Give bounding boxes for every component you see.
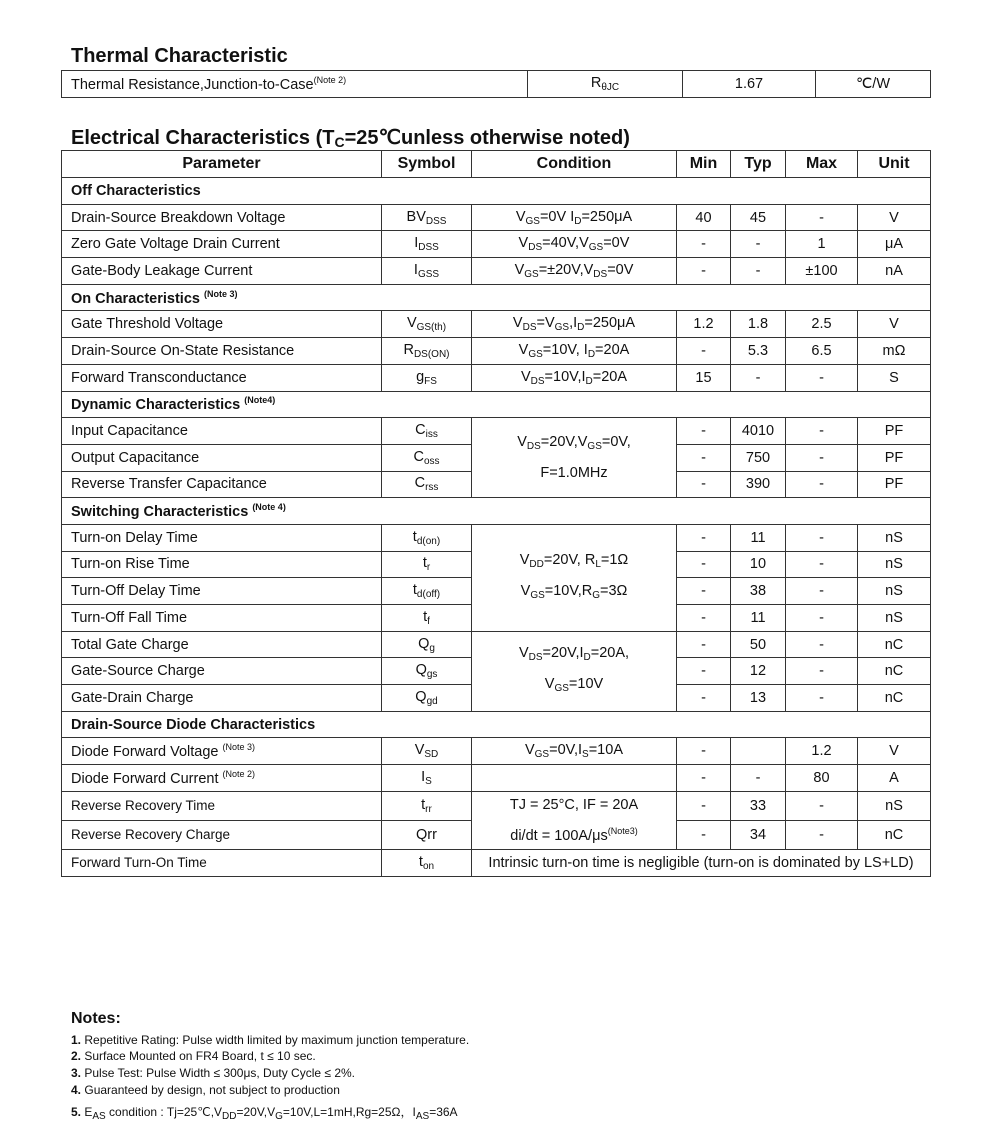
symbol: $t_{d(off)}$ bbox=[382, 578, 472, 605]
param: Drain-Source Breakdown Voltage bbox=[62, 204, 382, 231]
symbol: $I_{GSS}$ bbox=[382, 258, 472, 285]
thermal-value: 1.67 bbox=[683, 71, 816, 98]
min: - bbox=[677, 524, 731, 551]
param: Reverse Recovery Time bbox=[62, 791, 382, 820]
header-max: Max bbox=[786, 151, 858, 178]
max: - bbox=[786, 578, 858, 605]
max: - bbox=[786, 524, 858, 551]
min: - bbox=[677, 578, 731, 605]
symbol: $t_f$ bbox=[382, 605, 472, 632]
unit: PF bbox=[858, 471, 931, 498]
condition-capacitance: $V_{DS}=20V,V_{GS}=0V$, F=1.0MHz bbox=[472, 418, 677, 498]
unit: nA bbox=[858, 258, 931, 285]
symbol: $R_{DS(ON)}$ bbox=[382, 338, 472, 365]
param: Turn-on Rise Time bbox=[62, 551, 382, 578]
unit: S bbox=[858, 364, 931, 391]
min: - bbox=[677, 791, 731, 820]
note-item: 2. Surface Mounted on FR4 Board, t ≤ 10 sec. bbox=[71, 1049, 316, 1063]
table-row bbox=[62, 791, 931, 820]
unit: V bbox=[858, 204, 931, 231]
condition-gate-charge: $V_{DS}=20V,I_D=20A$, $V_{GS}=10V$ bbox=[472, 631, 677, 711]
unit: mΩ bbox=[858, 338, 931, 365]
max: - bbox=[786, 204, 858, 231]
section-off: Off Characteristics bbox=[62, 178, 931, 205]
unit: nS bbox=[858, 551, 931, 578]
table-header bbox=[62, 151, 931, 178]
table-row bbox=[62, 631, 931, 658]
max: ±100 bbox=[786, 258, 858, 285]
condition bbox=[472, 765, 677, 792]
min: - bbox=[677, 685, 731, 712]
symbol: $t_{d(on)}$ bbox=[382, 524, 472, 551]
min: - bbox=[677, 820, 731, 849]
condition: $V_{DS}=V_{GS},I_D=250\mu A$ bbox=[472, 311, 677, 338]
note-item: 4. Guaranteed by design, not subject to production bbox=[71, 1083, 340, 1097]
max: 1 bbox=[786, 231, 858, 258]
unit: nS bbox=[858, 791, 931, 820]
max: - bbox=[786, 444, 858, 471]
thermal-unit: ℃/W bbox=[816, 71, 931, 98]
condition: $V_{DS}=40V,V_{GS}=0V$ bbox=[472, 231, 677, 258]
typ: 1.8 bbox=[731, 311, 786, 338]
param: Zero Gate Voltage Drain Current bbox=[62, 231, 382, 258]
param: Forward Turn-On Time bbox=[62, 849, 382, 876]
min: - bbox=[677, 605, 731, 632]
thermal-title: Thermal Characteristic bbox=[71, 45, 288, 67]
electrical-table bbox=[61, 150, 931, 877]
condition: $V_{DS}=10V,I_D=20A$ bbox=[472, 364, 677, 391]
table-row bbox=[62, 311, 931, 338]
param: Output Capacitance bbox=[62, 444, 382, 471]
table-row bbox=[62, 524, 931, 551]
param: Total Gate Charge bbox=[62, 631, 382, 658]
symbol: $V_{GS(th)}$ bbox=[382, 311, 472, 338]
symbol: Qrr bbox=[382, 820, 472, 849]
symbol: $Q_{gd}$ bbox=[382, 685, 472, 712]
max: - bbox=[786, 418, 858, 445]
param: Gate-Body Leakage Current bbox=[62, 258, 382, 285]
max: - bbox=[786, 364, 858, 391]
param: Turn-on Delay Time bbox=[62, 524, 382, 551]
min: 1.2 bbox=[677, 311, 731, 338]
param: Turn-Off Delay Time bbox=[62, 578, 382, 605]
symbol: $C_{iss}$ bbox=[382, 418, 472, 445]
max: - bbox=[786, 551, 858, 578]
param: Diode Forward Current $^{(Note 2)}$ bbox=[62, 765, 382, 792]
param: Diode Forward Voltage $^{(Note 3)}$ bbox=[62, 738, 382, 765]
table-row bbox=[62, 738, 931, 765]
min: - bbox=[677, 765, 731, 792]
symbol: $C_{rss}$ bbox=[382, 471, 472, 498]
table-row bbox=[62, 204, 931, 231]
symbol: $t_{on}$ bbox=[382, 849, 472, 876]
typ bbox=[731, 738, 786, 765]
symbol: $I_{DSS}$ bbox=[382, 231, 472, 258]
symbol: $C_{oss}$ bbox=[382, 444, 472, 471]
min: - bbox=[677, 631, 731, 658]
unit: μA bbox=[858, 231, 931, 258]
max: - bbox=[786, 791, 858, 820]
typ: 13 bbox=[731, 685, 786, 712]
typ: 4010 bbox=[731, 418, 786, 445]
param: Reverse Transfer Capacitance bbox=[62, 471, 382, 498]
typ: 10 bbox=[731, 551, 786, 578]
typ: - bbox=[731, 231, 786, 258]
table-row bbox=[62, 418, 931, 445]
table-row bbox=[62, 258, 931, 285]
electrical-title: Electrical Characteristics ($T_C=25℃unless$ otherwise noted) bbox=[71, 127, 630, 150]
min: - bbox=[677, 231, 731, 258]
min: - bbox=[677, 738, 731, 765]
min: - bbox=[677, 658, 731, 685]
note-item: 3. Pulse Test: Pulse Width ≤ 300μs, Duty Cycle ≤ 2%. bbox=[71, 1066, 355, 1080]
unit: PF bbox=[858, 418, 931, 445]
typ: 11 bbox=[731, 605, 786, 632]
table-row bbox=[62, 231, 931, 258]
typ: - bbox=[731, 765, 786, 792]
max: - bbox=[786, 605, 858, 632]
thermal-param: Thermal Resistance,Junction-to-Case$^{(Note 2)}$ bbox=[62, 71, 528, 98]
typ: 11 bbox=[731, 524, 786, 551]
table-row bbox=[62, 849, 931, 876]
typ: 12 bbox=[731, 658, 786, 685]
section-switching: Switching Characteristics $^{(Note 4)}$ bbox=[62, 498, 931, 525]
header-min: Min bbox=[677, 151, 731, 178]
min: - bbox=[677, 471, 731, 498]
param: Drain-Source On-State Resistance bbox=[62, 338, 382, 365]
typ: - bbox=[731, 364, 786, 391]
symbol: $I_S$ bbox=[382, 765, 472, 792]
unit: nC bbox=[858, 820, 931, 849]
unit: nC bbox=[858, 685, 931, 712]
symbol: $BV_{DSS}$ bbox=[382, 204, 472, 231]
max: - bbox=[786, 685, 858, 712]
note-item: 1. Repetitive Rating: Pulse width limited by maximum junction temperature. bbox=[71, 1033, 470, 1047]
condition: $V_{GS}=10V$, $I_D=20A$ bbox=[472, 338, 677, 365]
max: 6.5 bbox=[786, 338, 858, 365]
symbol: $g_{FS}$ bbox=[382, 364, 472, 391]
typ: - bbox=[731, 258, 786, 285]
param: Gate Threshold Voltage bbox=[62, 311, 382, 338]
unit: A bbox=[858, 765, 931, 792]
section-diode: Drain-Source Diode Characteristics bbox=[62, 711, 931, 738]
condition-turn-on: Intrinsic turn-on time is negligible (turn-on is dominated by LS+LD) bbox=[472, 849, 931, 876]
typ: 34 bbox=[731, 820, 786, 849]
unit: nC bbox=[858, 658, 931, 685]
max: - bbox=[786, 631, 858, 658]
condition-reverse-recovery: TJ = 25°C, IF = 20A $di/dt = 100A/\mu s^{(Note3)}$ bbox=[472, 791, 677, 849]
min: 40 bbox=[677, 204, 731, 231]
unit: nS bbox=[858, 605, 931, 632]
unit: V bbox=[858, 738, 931, 765]
max: 80 bbox=[786, 765, 858, 792]
typ: 50 bbox=[731, 631, 786, 658]
typ: 45 bbox=[731, 204, 786, 231]
param: Reverse Recovery Charge bbox=[62, 820, 382, 849]
max: - bbox=[786, 820, 858, 849]
typ: 38 bbox=[731, 578, 786, 605]
symbol: $t_{rr}$ bbox=[382, 791, 472, 820]
header-condition: Condition bbox=[472, 151, 677, 178]
section-dynamic: Dynamic Characteristics $^{(Note4)}$ bbox=[62, 391, 931, 418]
param: Gate-Source Charge bbox=[62, 658, 382, 685]
note-item: 5. $E_{AS}$ condition : $Tj=25℃,V_{DD}=20V,V_G=10V,L=1mH,Rg=25\Omega$，$I_{AS}=36A$ bbox=[71, 1105, 458, 1122]
max: - bbox=[786, 471, 858, 498]
symbol: $Q_{gs}$ bbox=[382, 658, 472, 685]
min: - bbox=[677, 418, 731, 445]
table-row bbox=[62, 364, 931, 391]
unit: nS bbox=[858, 578, 931, 605]
param: Input Capacitance bbox=[62, 418, 382, 445]
unit: V bbox=[858, 311, 931, 338]
header-unit: Unit bbox=[858, 151, 931, 178]
symbol: $Q_g$ bbox=[382, 631, 472, 658]
max: 2.5 bbox=[786, 311, 858, 338]
condition: $V_{GS}=\pm 20V,V_{DS}=0V$ bbox=[472, 258, 677, 285]
condition: $V_{GS}=0V$ $I_D=250\mu A$ bbox=[472, 204, 677, 231]
max: - bbox=[786, 658, 858, 685]
min: - bbox=[677, 338, 731, 365]
param: Gate-Drain Charge bbox=[62, 685, 382, 712]
thermal-symbol: $R_{\theta JC}$ bbox=[528, 71, 683, 98]
table-row bbox=[62, 765, 931, 792]
section-on: On Characteristics $^{(Note 3)}$ bbox=[62, 284, 931, 311]
symbol: $V_{SD}$ bbox=[382, 738, 472, 765]
min: - bbox=[677, 551, 731, 578]
unit: nS bbox=[858, 524, 931, 551]
header-typ: Typ bbox=[731, 151, 786, 178]
min: 15 bbox=[677, 364, 731, 391]
header-parameter: Parameter bbox=[62, 151, 382, 178]
table-row bbox=[62, 338, 931, 365]
symbol: $t_r$ bbox=[382, 551, 472, 578]
table-row bbox=[62, 71, 931, 98]
param: Turn-Off Fall Time bbox=[62, 605, 382, 632]
typ: 5.3 bbox=[731, 338, 786, 365]
min: - bbox=[677, 444, 731, 471]
condition-switching: $V_{DD}=20V$, $R_L=1\Omega$ $V_{GS}=10V,R_G=3\Omega$ bbox=[472, 524, 677, 631]
unit: nC bbox=[858, 631, 931, 658]
thermal-table bbox=[61, 70, 931, 98]
notes-title: Notes: bbox=[71, 1010, 121, 1027]
typ: 750 bbox=[731, 444, 786, 471]
min: - bbox=[677, 258, 731, 285]
param: Forward Transconductance bbox=[62, 364, 382, 391]
typ: 33 bbox=[731, 791, 786, 820]
max: 1.2 bbox=[786, 738, 858, 765]
header-symbol: Symbol bbox=[382, 151, 472, 178]
condition: $V_{GS}=0V,I_S=10A$ bbox=[472, 738, 677, 765]
typ: 390 bbox=[731, 471, 786, 498]
unit: PF bbox=[858, 444, 931, 471]
